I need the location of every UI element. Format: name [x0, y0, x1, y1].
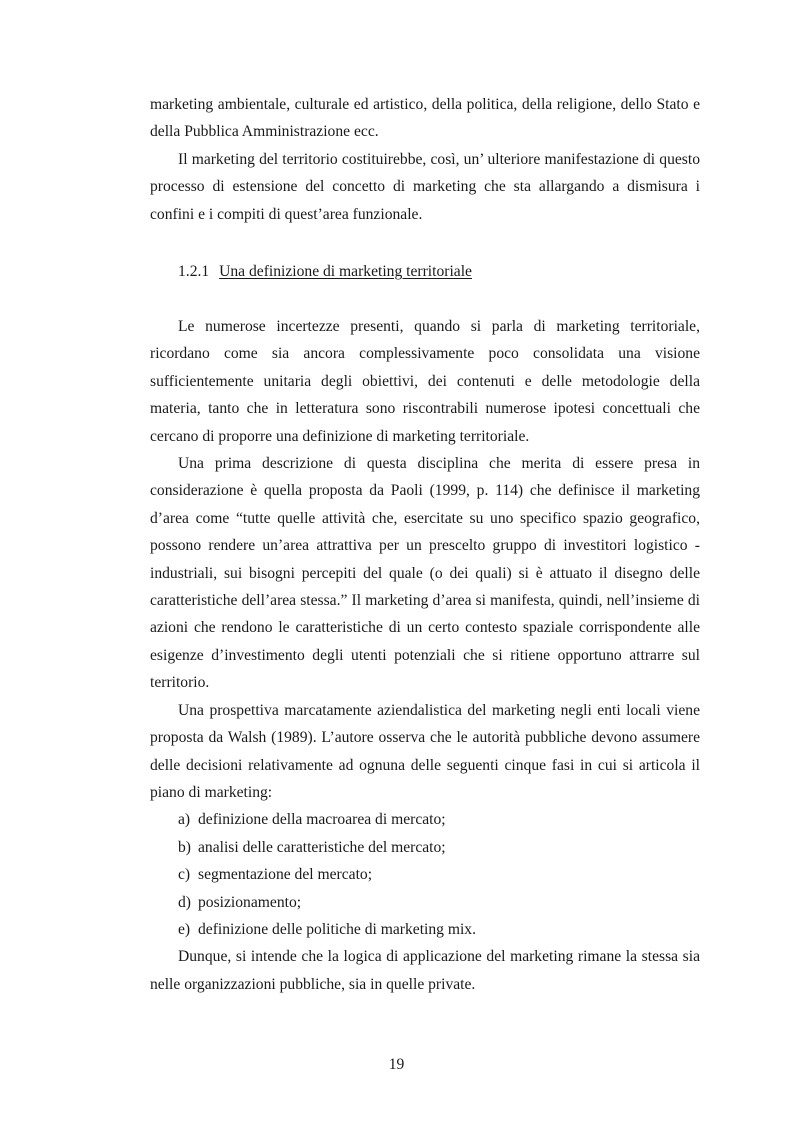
section-heading [178, 258, 472, 285]
list-marker: d) [178, 893, 191, 911]
page-number: 19 [388, 1056, 405, 1073]
paragraph: Una prospettiva marcatamente aziendalistica del marketing negli enti locali viene proposta da Walsh (1989). L’autore osserva che le autorità pubbliche devono assumere delle decisioni relativamente ad ognuna delle seguenti cinque fasi in cui si articola il piano di marketing: [150, 701, 700, 801]
list-item [150, 889, 700, 916]
list-marker: a) [178, 811, 191, 829]
text-block-top [150, 91, 700, 228]
section-title: Una definizione di marketing territoriale [219, 263, 472, 280]
paragraph: Dunque, si intende che la logica di applicazione del marketing rimane la stessa sia nelle organizzazioni pubbliche, sia in quelle private. [150, 948, 700, 993]
paragraph: Una prima descrizione di questa disciplina che merita di essere presa in considerazione è quella proposta da Paoli (1999, p. 114) che definisce il marketing d’area come “tutte quelle attività che, esercitate su uno specifico spazio geografico, possono rendere un’area attrattiva per un prescelto gruppo di investitori logistico - industriali, sui bisogni percepiti del quale (o dei quali) si è attuato il disegno delle caratteristiche dell’area stessa.” Il marketing d’area si manifesta, quindi, nell’insieme di azioni che rendono le caratteristiche di un certo contesto spaziale corrispondente alle esigenze d’investimento degli utenti potenziali che si ritiene opportuno attrarre sul territorio. [150, 455, 700, 692]
list-item [150, 806, 700, 833]
list-item-text: analisi delle caratteristiche del mercato; [198, 838, 446, 856]
text-block-main [150, 313, 700, 998]
list-marker: b) [178, 838, 191, 856]
list-item-text: definizione delle politiche di marketing mix. [198, 920, 477, 938]
list-item [150, 916, 700, 943]
list-item-text: segmentazione del mercato; [198, 866, 373, 884]
list-item-text: posizionamento; [198, 893, 302, 911]
phase-list [150, 806, 700, 943]
paragraph: Le numerose incertezze presenti, quando si parla di marketing territoriale, ricordano come sia ancora complessivamente poco consolidata una visione sufficientemente unitaria degli obiettivi, dei contenuti e delle metodologie della materia, tanto che in letteratura sono riscontrabili numerose ipotesi concettuali che cercano di proporre una definizione di marketing territoriale. [150, 318, 700, 445]
list-item [150, 861, 700, 888]
list-item [150, 834, 700, 861]
paragraph: marketing ambientale, culturale ed artistico, della politica, della religione, dello Stato e della Pubblica Amministrazione ecc. [150, 96, 700, 141]
list-marker: e) [178, 920, 191, 938]
paragraph: Il marketing del territorio costituirebbe, così, un’ ulteriore manifestazione di questo processo di estensione del concetto di marketing che sta allargando a dismisura i confini e i compiti di quest’area funzionale. [150, 150, 700, 223]
list-marker: c) [178, 866, 191, 884]
list-item-text: definizione della macroarea di mercato; [198, 811, 446, 829]
section-number: 1.2.1 [178, 263, 210, 280]
